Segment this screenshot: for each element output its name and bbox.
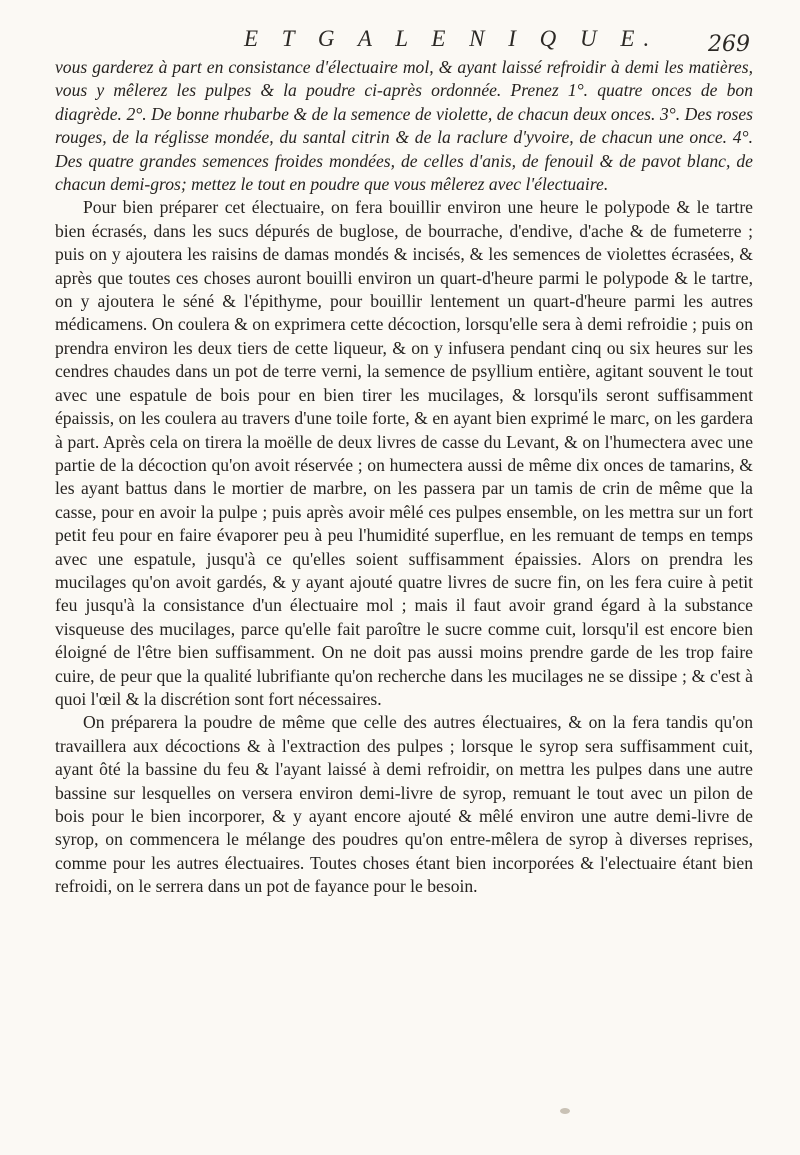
- powder-paragraph: On préparera la poudre de même que celle des autres électuaires, & on la fera tandis qu'on travaillera aux décoctions & à l'extraction des pulpes ; lorsque le syrop sera suffisamment cuit, ayant ôté la bassine du feu & l'ayant laissé à demi refroidir, on mettra les pulpes dans une autre bassine sur lesquelles on versera environ demi-livre de syrop, remuant le tout avec un pilon de bois pour le bien incorporer, & y ayant encore ajouté & mêlé environ une autre demi-livre de syrop, on commencera le mélange des poudres qu'on entre-mêlera de syrop à diverses reprises, comme pour les autres électuaires. Toutes choses étant bien incorporées & l'electuaire étant bien refroidi, on le serrera dans un pot de fayance pour le besoin.: [55, 712, 753, 897]
- preparation-paragraph: Pour bien préparer cet électuaire, on fera bouillir environ une heure le polypode & le tartre bien écrasés, dans les sucs dépurés de buglose, de bourrache, d'endive, d'ache & de fumeterre ; puis on y ajoutera les raisins de damas mondés & incisés, & les semences de violettes écrasées, & après que toutes ces choses auront bouilli environ un quart-d'heure parmi le polypode & le tartre, on y ajoutera le séné & l'épithyme, pour bouillir lentement un quart-d'heure parmi les autres médicamens. On coulera & on exprimera cette décoction, lorsqu'elle sera à demi refroidie ; puis on prendra environ les deux tiers de cette liqueur, & on y infusera pendant cinq ou six heures sur les cendres chaudes dans un pot de terre verni, la semence de psyllium entière, agitant souvent le tout avec une espatule de bois pour en bien tirer les mucilages, & lorsqu'ils seront suffisamment épaissis, on les coulera au travers d'une toile forte, & en ayant bien exprimé le marc, on les gardera à part. Après cela on tirera la moëlle de deux livres de casse du Levant, & on l'humectera avec une partie de la décoction qu'on avoit réservée ; on humectera aussi de même dix onces de tamarins, & les ayant battus dans le mortier de marbre, on les passera par un tamis de crin de même que la casse, pour en avoir la pulpe ; puis après avoir mêlé ces pulpes ensemble, on les mettra sur un fort petit feu pour en faire évaporer peu à peu l'humidité superflue, en les remuant de temps en temps avec une espatule, jusqu'à ce qu'elles soient suffisamment épaissies. Alors on prendra les mucilages qu'on avoit gardés, & y ayant ajouté quatre livres de sucre fin, on les fera cuire à petit feu jusqu'à la consistance d'un électuaire mol ; mais il faut avoir grand égard à la substance visqueuse des mucilages, parce qu'elle fait paroître le sucre comme cuit, lorsqu'il est encore bien éloigné de l'être bien suffisamment. On ne doit pas aussi moins prendre garde de les trop faire cuire, de peur que la qualité lubrifiante qu'on recherche dans les mucilages ne se dissipe ; & c'est à quoi l'œil & la discrétion sont fort nécessaires.: [55, 197, 753, 709]
- paper-stain: [560, 1108, 570, 1114]
- page-number: 269: [708, 32, 750, 57]
- body-text: [55, 56, 753, 899]
- recipe-paragraph: vous garderez à part en consistance d'électuaire mol, & ayant laissé refroidir à demi les matières, vous y mêlerez les pulpes & la poudre ci-après ordonnée. Prenez 1°. quatre onces de bon diagrède. 2°. De bonne rhubarbe & de la semence de violette, de chacun deux onces. 3°. Des roses rouges, de la réglisse mondée, du santal citrin & de la raclure d'yvoire, de chacun une once. 4°. Des quatre grandes semences froides mondées, de celles d'anis, de fenouil & de pavot blanc, de chacun demi-gros; mettez le tout en poudre que vous mêlerez avec l'électuaire.: [55, 57, 753, 195]
- running-head-title: E T G A L E N I Q U E.: [244, 26, 659, 51]
